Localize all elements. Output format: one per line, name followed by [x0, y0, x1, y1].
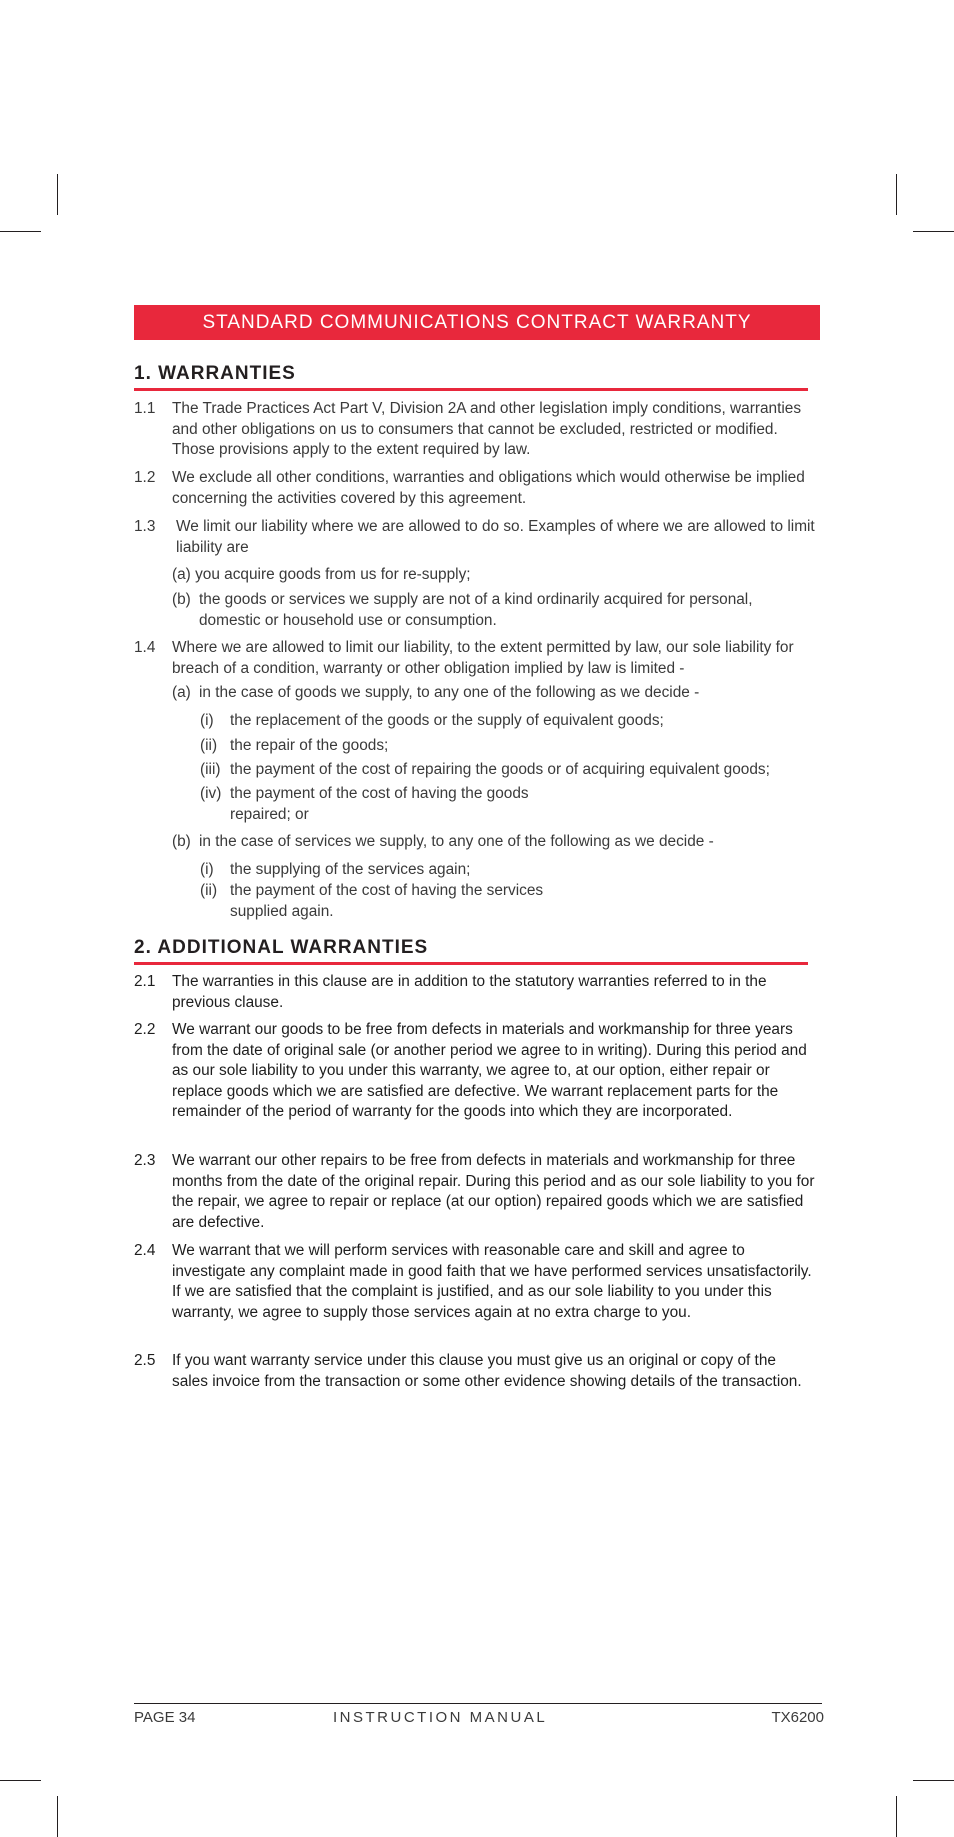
clause-2-3 [134, 1151, 816, 1233]
list-item [200, 881, 812, 922]
item-text: in the case of services we supply, to any one of the following as we decide - [199, 833, 714, 850]
item-label: (iv) [200, 785, 222, 802]
clause-2-4 [134, 1241, 816, 1323]
list-item [200, 860, 812, 881]
crop-mark [896, 1796, 897, 1837]
crop-mark [57, 1796, 58, 1837]
clause-text: Where we are allowed to limit our liability, to the extent permitted by law, our sole liability for breach of a condition, warranty or other obligation implied by law is limited - [172, 639, 794, 677]
item-label: (i) [200, 712, 214, 729]
item-label: (ii) [200, 882, 218, 899]
clause-text: The warranties in this clause are in addition to the statutory warranties referred to in the previous clause. [172, 973, 767, 1011]
clause-number: 2.2 [134, 1021, 156, 1038]
crop-mark [913, 1780, 954, 1781]
item-label: (a) [172, 684, 191, 701]
clause-2-2 [134, 1020, 816, 1123]
clause-number: 2.4 [134, 1242, 156, 1259]
section-heading-additional-warranties: 2. ADDITIONAL WARRANTIES [134, 937, 808, 965]
footer-rule [134, 1703, 822, 1704]
clause-1-3 [134, 517, 816, 558]
clause-1-2 [134, 468, 816, 509]
clause-1-4-a [172, 683, 812, 704]
crop-mark [896, 174, 897, 215]
clause-1-4-b [172, 832, 812, 853]
clause-2-1 [134, 972, 816, 1013]
clause-1-4 [134, 638, 816, 679]
clause-number: 1.4 [134, 639, 156, 656]
item-text: the payment of the cost of repairing the goods or of acquiring equivalent goods; [230, 761, 770, 778]
crop-mark [913, 231, 954, 232]
clause-1-3-a: (a) you acquire goods from us for re-supply; [172, 566, 471, 583]
clause-number: 1.1 [134, 400, 156, 417]
crop-mark [57, 174, 58, 215]
clause-number: 1.2 [134, 469, 156, 486]
clause-number: 2.3 [134, 1152, 156, 1169]
clause-text: The Trade Practices Act Part V, Division 2A and other legislation imply conditions, warranties and other obligations on us to consumers that cannot be excluded, restricted or modified. Those provisions apply to the extent required by law. [172, 400, 802, 459]
page-title-banner: STANDARD COMMUNICATIONS CONTRACT WARRANTY [134, 305, 820, 340]
manual-title: INSTRUCTION MANUAL [333, 1709, 548, 1726]
clause-text: We warrant our goods to be free from defects in materials and workmanship for three years from the date of original sale (or another period we agree to in writing). During this period and as our sole liability to you under this warranty, we agree to, at our option, either repair or replace goods which we are satisfied are defective. We warrant replacement parts for the remainder of the period of warranty for the goods into which they are incorporated. [172, 1021, 807, 1121]
item-text-continued: supplied again. [230, 902, 334, 920]
item-text: the repair of the goods; [230, 737, 389, 754]
item-text: the payment of the cost of having the goods [230, 785, 529, 802]
item-label: (iii) [200, 761, 221, 778]
list-item [200, 711, 812, 732]
clause-text: We exclude all other conditions, warranties and obligations which would otherwise be implied concerning the activities covered by this agreement. [172, 469, 805, 507]
model-number: TX6200 [771, 1709, 824, 1726]
clause-number: 1.3 [134, 518, 156, 535]
page-number: PAGE 34 [134, 1709, 196, 1726]
list-item [200, 760, 812, 781]
item-text-continued: repaired; or [230, 805, 309, 823]
crop-mark [0, 1780, 41, 1781]
clause-number: 2.5 [134, 1352, 156, 1369]
item-label: (b) [172, 833, 191, 850]
item-text: in the case of goods we supply, to any one of the following as we decide - [199, 684, 700, 701]
clause-text: We limit our liability where we are allowed to do so. Examples of where we are allowed to limit liability are [176, 518, 815, 556]
list-item [200, 784, 812, 825]
clause-text: We warrant our other repairs to be free from defects in materials and workmanship for three months from the date of the original repair. During this period and as our sole liability to you for the repair, we agree to repair or replace (at our option) repaired goods which we are satisfied are defective. [172, 1152, 815, 1231]
item-text: the payment of the cost of having the services [230, 882, 544, 899]
clause-1-1 [134, 399, 816, 461]
clause-2-5 [134, 1351, 816, 1392]
item-text: the goods or services we supply are not of a kind ordinarily acquired for personal, domestic or household use or consumption. [199, 591, 753, 629]
item-text: the supplying of the services again; [230, 861, 471, 878]
item-label: (b) [172, 591, 191, 608]
item-label: (ii) [200, 737, 218, 754]
section-heading-warranties: 1. WARRANTIES [134, 363, 808, 391]
list-item [200, 736, 812, 757]
crop-mark [0, 231, 41, 232]
item-label: (i) [200, 861, 214, 878]
clause-text: If you want warranty service under this clause you must give us an original or copy of the sales invoice from the transaction or some other evidence showing details of the transaction. [172, 1352, 802, 1390]
item-text: the replacement of the goods or the supply of equivalent goods; [230, 712, 664, 729]
clause-text: We warrant that we will perform services with reasonable care and skill and agree to investigate any complaint made in good faith that we have performed services unsatisfactorily. If we are satisfied that the complaint is justified, and as our sole liability to you under this warranty, we agree to supply those services again at no extra charge to you. [172, 1242, 812, 1321]
clause-1-3-b [172, 590, 812, 631]
clause-number: 2.1 [134, 973, 156, 990]
